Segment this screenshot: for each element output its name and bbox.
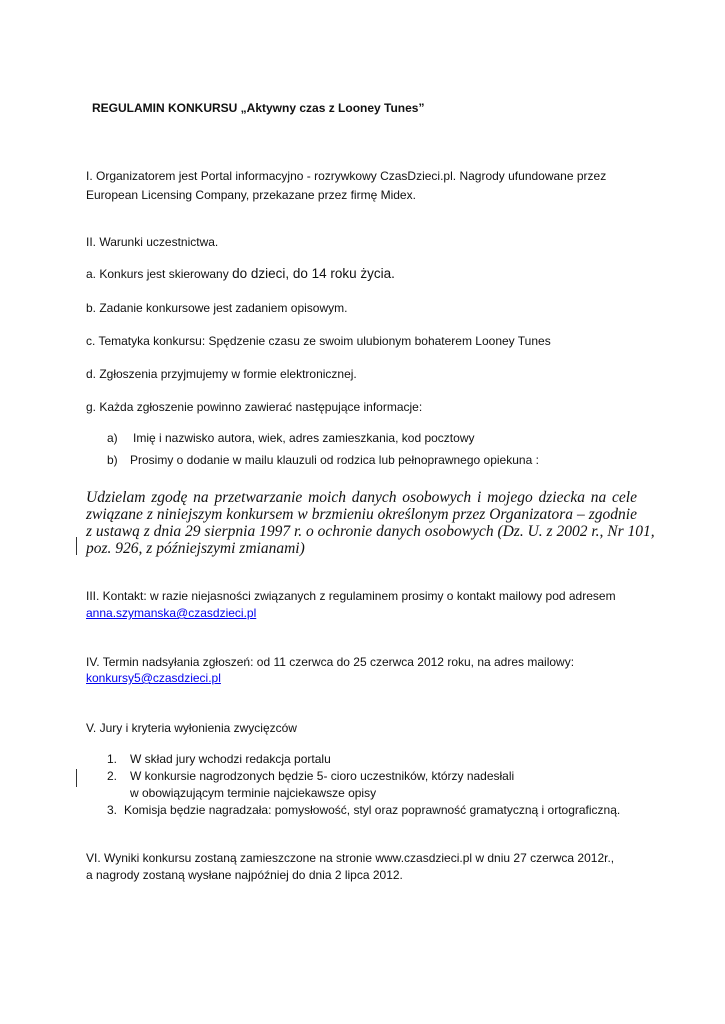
section-4-text: IV. Termin nadsyłania zgłoszeń: od 11 czerwca do 25 czerwca 2012 roku, na adres mailowy: — [86, 655, 575, 669]
jury-item-2: W konkursie nagrodzonych będzie 5- cioro uczestników, którzy nadesłali — [130, 769, 515, 783]
change-bar — [76, 537, 77, 555]
sublist-marker-a: a) — [107, 431, 118, 445]
jury-marker-2: 2. — [107, 769, 118, 783]
sublist-item-a: Imię i nazwisko autora, wiek, adres zamieszkania, kod pocztowy — [133, 431, 475, 445]
section-6-line-2: a nagrody zostaną wysłane najpóźniej do dnia 2 lipca 2012. — [86, 868, 403, 882]
consent-line-2: związane z niniejszym konkursem w brzmieniu określonym przez Organizatora – zgodnie — [86, 506, 637, 523]
jury-item-2-cont: w obowiązującym terminie najciekawsze opisy — [130, 786, 377, 800]
section-3-text: III. Kontakt: w razie niejasności związanych z regulaminem prosimy o kontakt mailowy pod adresem — [86, 589, 616, 603]
jury-marker-3: 3. — [107, 803, 118, 817]
condition-g: g. Każda zgłoszenie powinno zawierać następujące informacje: — [86, 400, 423, 414]
condition-c: c. Tematyka konkursu: Spędzenie czasu ze swoim ulubionym bohaterem Looney Tunes — [86, 334, 551, 348]
contact-email-link[interactable] — [86, 605, 256, 621]
change-bar — [76, 769, 77, 787]
document-title: REGULAMIN KONKURSU „Aktywny czas z Looney Tunes” — [92, 101, 425, 115]
condition-a — [86, 266, 395, 282]
section-2-heading: II. Warunki uczestnictwa. — [86, 235, 219, 249]
condition-a-start: a. Konkurs jest skierowany — [86, 267, 233, 281]
jury-item-3: Komisja będzie nagradzała: pomysłowość, styl oraz poprawność gramatyczną i ortograficzną. — [124, 803, 621, 817]
consent-line-4: poz. 926, z późniejszymi zmianami) — [86, 540, 305, 557]
section-1-line-1: I. Organizatorem jest Portal informacyjno - rozrywkowy CzasDzieci.pl. Nagrody ufundowane przez — [86, 169, 607, 183]
sublist-item-b: Prosimy o dodanie w mailu klauzuli od rodzica lub pełnoprawnego opiekuna : — [130, 453, 539, 467]
sublist-marker-b: b) — [107, 453, 118, 467]
section-6-line-1: VI. Wyniki konkursu zostaną zamieszczone na stronie www.czasdzieci.pl w dniu 27 czerwca 2012r., — [86, 851, 615, 865]
condition-b: b. Zadanie konkursowe jest zadaniem opisowym. — [86, 301, 348, 315]
condition-a-end: do dzieci, do 14 roku życia. — [232, 266, 395, 281]
submission-email-link[interactable] — [86, 670, 221, 686]
contact-email[interactable]: anna.szymanska@czasdzieci.pl — [86, 606, 257, 620]
condition-d: d. Zgłoszenia przyjmujemy w formie elektronicznej. — [86, 367, 357, 381]
section-5-heading: V. Jury i kryteria wyłonienia zwycięzców — [86, 721, 297, 735]
submission-email[interactable]: konkursy5@czasdzieci.pl — [86, 671, 221, 685]
jury-marker-1: 1. — [107, 752, 118, 766]
consent-line-3: z ustawą z dnia 29 sierpnia 1997 r. o ochronie danych osobowych (Dz. U. z 2002 r., Nr 101, — [86, 523, 655, 540]
section-1-line-2: European Licensing Company, przekazane przez firmę Midex. — [86, 188, 416, 202]
consent-line-1: Udzielam zgodę na przetwarzanie moich danych osobowych i mojego dziecka na cele — [86, 489, 637, 506]
jury-item-1: W skład jury wchodzi redakcja portalu — [130, 752, 331, 766]
